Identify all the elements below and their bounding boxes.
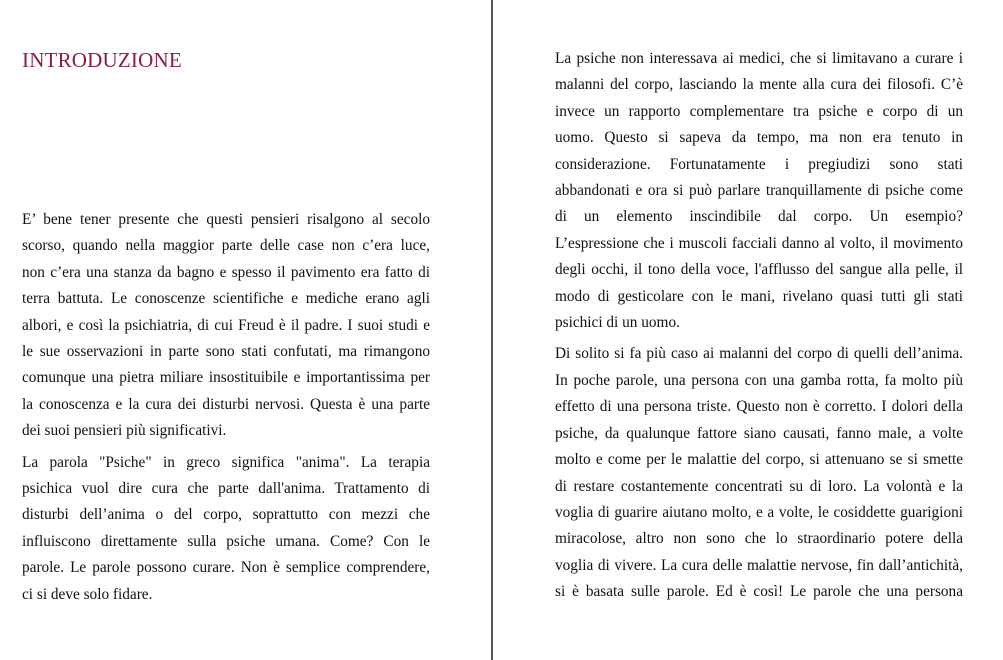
text-line: malanni del corpo, lasciando la mente alla cura dei filosofi. C’è [555,76,963,94]
text-line: In poche parole, una persona con una gamba rotta, fa molto più [555,371,963,389]
text-line: voglia di vivere. La cura delle malattie nervose, fin dall’antichità, [555,556,963,574]
text-line: parole. Le parole possono curare. Non è semplice comprendere, [22,559,430,577]
text-line: effetto di una persona triste. Questo non è corretto. I dolori della [555,398,963,416]
text-line: psichica vuol dire cura che parte dall'anima. Trattamento di [22,480,430,498]
right-page [493,0,1003,660]
text-line: scorso, quando nella maggior parte delle case non c’era luce, [22,237,430,255]
text-line: psiche, da qualunque fattore siano causati, fanno male, a volte [555,424,963,442]
text-line: La psiche non interessava ai medici, che si limitavano a curare i [555,50,963,67]
text-line: molto e come per le malattie del corpo, si attenuano se si smette [555,451,963,469]
paragraph [555,341,963,605]
text-line: modo di gesticolare con le mani, rivelano quasi tutti gli stati [555,287,963,305]
text-line: E’ bene tener presente che questi pensieri risalgono al secolo [22,211,430,228]
text-line: di restare costantemente concentrati su di loro. La volontà e la [555,477,963,495]
text-line: comunque una pietra miliare insostituibile e importantissima per [22,369,430,387]
text-line: abbandonati e ora si può parlare tranquillamente di psiche come [555,182,963,200]
paragraph [22,207,430,445]
text-line: uomo. Questo si sapeva da tempo, ma non era tenuto in [555,129,963,147]
paragraph [555,46,963,336]
text-line: terra battuta. Le conoscenze scientifiche e mediche erano agli [22,290,430,308]
text-line: invece un rapporto complementare tra psiche e corpo di un [555,102,963,120]
text-line: voglia di guarire aiutano molto, e a volte, le cosiddette guarigioni [555,503,963,521]
left-page [0,0,491,660]
paragraph [22,450,430,608]
text-line: Di solito si fa più caso ai malanni del corpo di quelli dell’anima. [555,345,963,363]
text-line: la conoscenza e la cura dei disturbi nervosi. Questa è una parte [22,395,430,413]
text-line: degli occhi, il tono della voce, l'afflusso del sangue alla pelle, il [555,261,963,279]
text-line: le sue osservazioni in parte sono stati confutati, ma rimangono [22,343,430,361]
left-page-body [22,207,430,613]
text-line: disturbi dell’anima o del corpo, soprattutto con mezzi che [22,506,430,524]
text-line: L’espressione che i muscoli facciali danno al volto, il movimento [555,234,963,252]
text-line: ci si deve solo fidare. [22,585,153,603]
text-line: non c’era una stanza da bagno e spesso il pavimento era fatto di [22,263,430,281]
text-line: influiscono direttamente sulla psiche umana. Come? Con le [22,532,430,550]
text-line: dei suoi pensieri più significativi. [22,422,227,440]
text-line: si è basata sulle parole. Ed è così! Le parole che una persona [555,583,963,601]
text-line: La parola "Psiche" in greco significa "anima". La terapia [22,453,430,471]
text-line: miracolose, altro non sono che lo straordinario potere della [555,530,963,548]
chapter-title: INTRODUZIONE [22,48,182,72]
text-line: di un elemento inscindibile dal corpo. Un esempio? [555,208,963,226]
text-line: considerazione. Fortunatamente i pregiudizi sono stati [555,155,963,173]
text-line: albori, e così la psichiatria, di cui Freud è il padre. I suoi studi e [22,316,430,334]
right-page-body [555,46,963,611]
text-line: psichici di un uomo. [555,314,680,332]
